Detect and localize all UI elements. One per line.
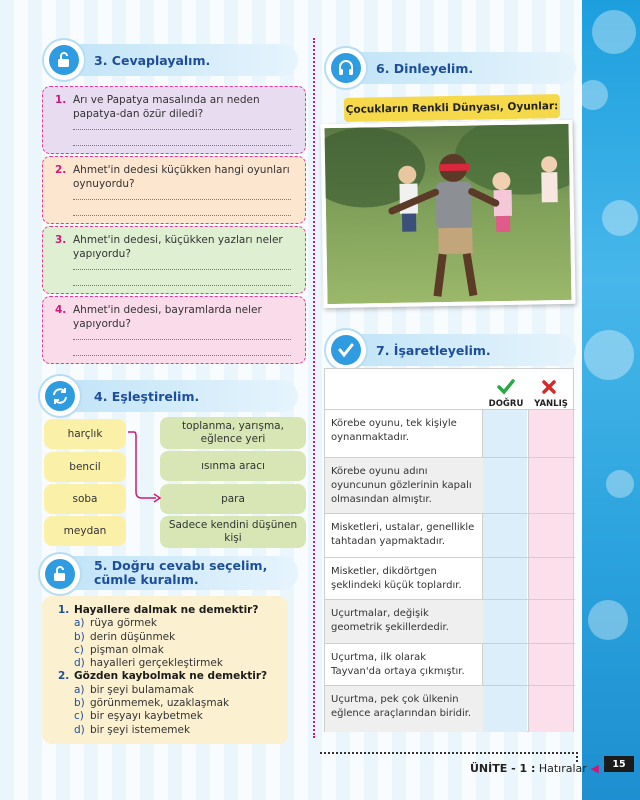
- mc-option[interactable]: c) bir eşyayı kaybetmek: [74, 710, 203, 723]
- mc-question: 2. Gözden kaybolmak ne demektir?: [58, 670, 268, 683]
- question-number: 4.: [55, 304, 67, 316]
- answer-line[interactable]: [73, 199, 291, 200]
- section3-heading: [48, 44, 298, 76]
- question-number: 3.: [55, 234, 67, 246]
- refresh-arrows-icon: [40, 376, 80, 416]
- true-false-table: [324, 368, 574, 732]
- bubble-decoration: [578, 80, 608, 110]
- match-left-item[interactable]: soba: [44, 484, 126, 514]
- triangle-left-icon: ◀: [590, 762, 599, 775]
- bubble-decoration: [592, 10, 636, 54]
- statement-cell: Körebe oyunu adını oyuncunun gözlerinin kapalı olmasından almıştır.: [331, 466, 472, 505]
- photo-caption: Çocukların Renkli Dünyası, Oyunlar:: [344, 94, 560, 122]
- mc-option[interactable]: b) görünmemek, uzaklaşmak: [74, 697, 230, 710]
- section4-title: 4. Eşleştirelim.: [94, 388, 200, 404]
- question-text: Ahmet'in dedesi, bayramlarda neler yapıyordu?: [73, 304, 262, 330]
- answer-line[interactable]: [73, 145, 291, 146]
- question-box: [42, 156, 306, 224]
- red-cross-icon: [540, 378, 558, 396]
- match-right-item[interactable]: toplanma, yarışma, eğlence yeri: [160, 417, 306, 449]
- bubble-decoration: [584, 330, 634, 380]
- statement-cell: Körebe oyunu, tek kişiyle oynanmaktadır.: [331, 418, 457, 443]
- statement-cell: Misketleri, ustalar, genellikle tahtadan yapmaktadır.: [331, 522, 475, 547]
- statement-cell: Uçurtma, pek çok ülkenin eğlence araçlarından biridir.: [331, 694, 472, 719]
- unlock-icon: [44, 40, 84, 80]
- section6-heading: [330, 52, 576, 84]
- children-playing-photo: [320, 120, 575, 308]
- mc-option[interactable]: d) hayalleri gerçekleştirmek: [74, 657, 223, 670]
- question-text: Ahmet'in dedesi küçükken hangi oyunları oynuyordu?: [73, 164, 290, 190]
- true-column-header: DOĞRU: [488, 399, 524, 409]
- unit-number: ÜNİTE - 1 :: [470, 762, 536, 775]
- section5-title-line2: cümle kuralım.: [94, 572, 199, 587]
- answer-line[interactable]: [73, 355, 291, 356]
- section7-title: 7. İşaretleyelim.: [376, 342, 491, 358]
- match-example-arrow: [126, 428, 162, 504]
- question-box: [42, 296, 306, 364]
- mc-option[interactable]: d) bir şeyi istememek: [74, 723, 191, 736]
- section6-title: 6. Dinleyelim.: [376, 60, 474, 76]
- answer-line[interactable]: [73, 129, 291, 130]
- mc-option[interactable]: a) rüya görmek: [74, 617, 157, 630]
- mc-question: 1. Hayallere dalmak ne demektir?: [58, 604, 259, 616]
- question-text: Arı ve Papatya masalında arı neden papatya-dan özür diledi?: [73, 94, 260, 120]
- green-check-icon: [496, 378, 516, 396]
- section4-heading: [48, 380, 298, 412]
- mc-option[interactable]: c) pişman olmak: [74, 643, 164, 656]
- answer-line[interactable]: [73, 285, 291, 286]
- unit-name: Hatıralar: [538, 762, 587, 775]
- page-number: 15: [604, 756, 634, 772]
- match-right-item[interactable]: para: [160, 484, 306, 514]
- column-divider: [313, 38, 315, 738]
- section5-title-line1: 5. Doğru cevabı seçelim,: [94, 558, 268, 573]
- section3-title: 3. Cevaplayalım.: [94, 52, 211, 68]
- question-box: [42, 226, 306, 294]
- question-number: 1.: [55, 94, 67, 106]
- bubble-decoration: [588, 600, 628, 640]
- mc-option[interactable]: b) derin düşünmek: [74, 630, 176, 643]
- answer-line[interactable]: [73, 339, 291, 340]
- question-text: Ahmet'in dedesi, küçükken yazları neler yapıyordu?: [73, 234, 283, 260]
- mc-option[interactable]: a) bir şeyi bulamamak: [74, 683, 194, 696]
- false-column-header: YANLIŞ: [534, 399, 568, 409]
- answer-line[interactable]: [73, 269, 291, 270]
- match-left-item[interactable]: meydan: [44, 516, 126, 546]
- answer-line[interactable]: [73, 215, 291, 216]
- match-left-item[interactable]: harçlık: [44, 419, 126, 449]
- unit-label: [470, 762, 599, 775]
- unlock-icon: [40, 554, 80, 594]
- decorative-side-strip: [582, 0, 640, 800]
- match-right-item[interactable]: Sadece kendini düşünen kişi: [160, 516, 306, 548]
- bubble-decoration: [602, 200, 638, 236]
- bubble-decoration: [606, 470, 634, 498]
- section7-heading: [330, 334, 576, 366]
- checkmark-icon: [326, 330, 366, 370]
- statement-cell: Uçurtma, ilk olarak Tayvan'da ortaya çıkmıştır.: [331, 652, 465, 677]
- statement-cell: Uçurtmalar, değişik geometrik şekillerdedir.: [331, 608, 449, 633]
- question-box: [42, 86, 306, 154]
- headphones-icon: [326, 48, 366, 88]
- match-left-item[interactable]: bencil: [44, 452, 126, 482]
- section5-heading: [48, 556, 298, 590]
- match-right-item[interactable]: ısınma aracı: [160, 451, 306, 481]
- multiple-choice-box: [42, 596, 288, 744]
- statement-cell: Misketler, dikdörtgen şeklindeki küçük toplardır.: [331, 566, 462, 591]
- footer-dotted-line: [320, 752, 578, 762]
- question-number: 2.: [55, 164, 67, 176]
